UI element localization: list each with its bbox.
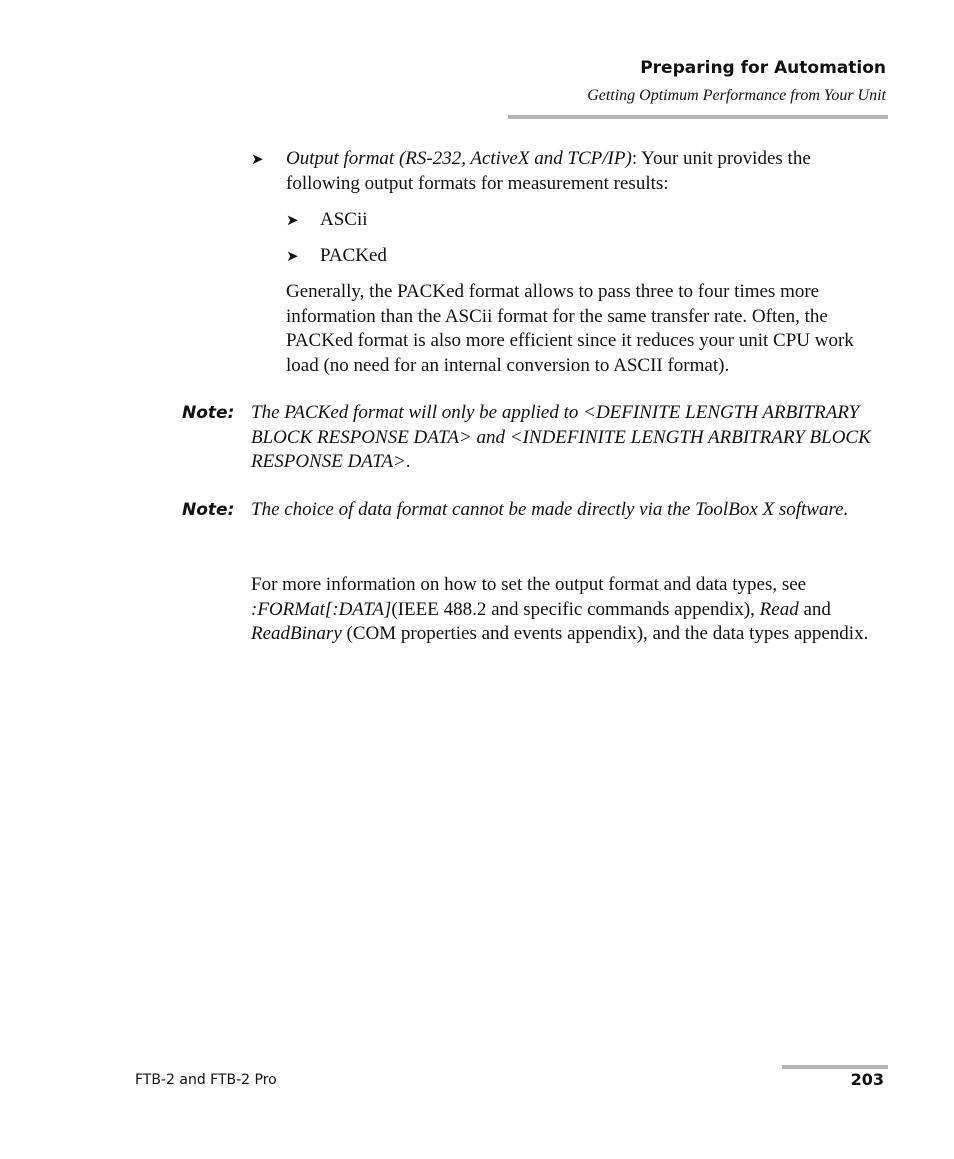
- output-format-item: [286, 147, 886, 196]
- more-info-text: (IEEE 488.2 and specific commands appendix),: [391, 598, 760, 620]
- note-packed-format: [251, 401, 891, 475]
- more-info-text: and: [798, 598, 831, 620]
- note-data-format-choice: The choice of data format cannot be made directly via the ToolBox X software.: [251, 499, 849, 520]
- output-format-label: Output format (RS-232, ActiveX and TCP/IP): [286, 148, 632, 169]
- note-label: Note:: [182, 403, 235, 423]
- format-command-ref: :FORMat[:DATA]: [251, 598, 392, 620]
- note-packed-end: .: [405, 451, 411, 472]
- list-item-ascii: ASCii: [320, 209, 368, 230]
- more-info-text: For more information on how to set the output format and data types, see: [251, 574, 807, 595]
- note-label: Note:: [182, 500, 235, 520]
- footer-divider: [782, 1065, 888, 1069]
- read-method-ref: Read: [759, 598, 799, 620]
- running-header-section: Getting Optimum Performance from Your Unit: [587, 87, 886, 104]
- page-number: 203: [850, 1070, 884, 1089]
- more-info-paragraph: [251, 573, 891, 647]
- header-divider: [508, 115, 888, 119]
- packed-format-paragraph: Generally, the PACKed format allows to pass three to four times more information than the ASCii format for the same transfer rate. Often, the PACKed format is also more efficient since it reduces your unit CPU work load (no need for an internal conversion to ASCII format).: [286, 281, 854, 376]
- list-item-packed: PACKed: [320, 245, 387, 266]
- running-header-chapter: Preparing for Automation: [640, 58, 886, 78]
- bullet-arrow-icon: ➤: [251, 152, 264, 168]
- footer-product-name: FTB-2 and FTB-2 Pro: [135, 1072, 277, 1088]
- more-info-text: (COM properties and events appendix), and the data types appendix.: [341, 623, 869, 644]
- note-packed-text: The PACKed format will only be applied to <DEFINITE LENGTH ARBITRARY BLOCK RESPONSE DATA> and <INDEFINITE LENGTH ARBITRARY BLOCK RESPONSE DATA>: [251, 402, 871, 472]
- output-format-text: : Your unit provides the following output formats for measurement results:: [286, 148, 811, 194]
- bullet-arrow-icon: ➤: [286, 249, 299, 265]
- bullet-arrow-icon: ➤: [286, 213, 299, 229]
- readbinary-method-ref: ReadBinary: [251, 623, 342, 644]
